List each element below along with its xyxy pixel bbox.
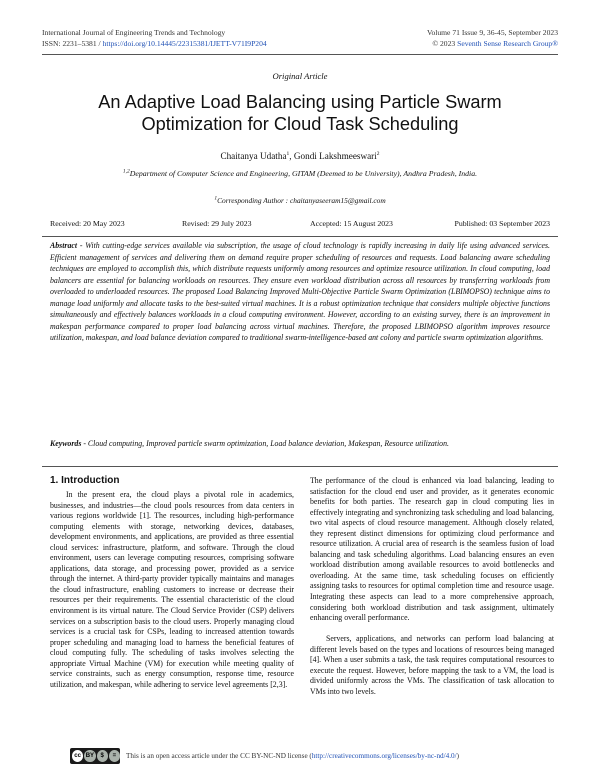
date-revised: Revised: 29 July 2023 <box>182 219 252 228</box>
section-heading-introduction: 1. Introduction <box>50 475 120 486</box>
publisher-link[interactable]: Seventh Sense Research Group® <box>457 38 558 48</box>
date-published: Published: 03 September 2023 <box>454 219 550 228</box>
author-2: Gondi Lakshmeeswari <box>293 151 377 161</box>
author-separator: , <box>289 151 294 161</box>
right-column <box>310 476 554 708</box>
abstract-divider <box>42 236 558 237</box>
intro-paragraph-2: The performance of the cloud is enhanced via load balancing, leading to satisfaction for the cloud end user and provider, as it generates economic benefits for both parties. The research gap in cloud computing lies in effectively integrating and synchronizing task scheduling and load balancing, two vital aspects of cloud resource management. Although closely related, they represent distinct dimensions for optimizing cloud performance and resource utilization. A crucial area of research is the seamless fusion of load balancing and task scheduling algorithms. Load balancing ensures an even workload distribution among available resources to avoid bottlenecks and overloading. At the same time, task scheduling focuses on efficiently assigning tasks to resources for optimal completion time and resource usage. Integrating these aspects can lead to a more comprehensive approach, considering both workload distribution and task assignment, ultimately enhancing overall performance. <box>310 476 554 623</box>
article-type: Original Article <box>272 71 328 81</box>
license-text <box>126 752 459 760</box>
left-column <box>50 490 294 690</box>
cc-license-badge[interactable] <box>70 748 120 764</box>
paper-title <box>60 91 540 135</box>
author-2-sup: 2 <box>376 150 380 157</box>
license-close: ) <box>456 752 460 760</box>
license-statement: This is an open access article under the CC BY-NC-ND license ( <box>126 752 312 760</box>
license-link[interactable]: http://creativecommons.org/licenses/by-nc-nd/4.0/ <box>311 752 457 760</box>
author-1: Chaitanya Udatha <box>220 151 287 161</box>
issn: ISSN: 2231–5381 / <box>42 38 101 48</box>
journal-name: International Journal of Engineering Trends and Technology <box>42 28 226 37</box>
keywords-divider <box>42 466 558 467</box>
nc-icon: $ <box>97 750 108 762</box>
header-divider <box>42 54 558 55</box>
by-icon: BY <box>84 750 95 762</box>
keywords <box>50 438 550 450</box>
header-right <box>427 28 558 49</box>
affiliation-text: Department of Computer Science and Engineering, GITAM (Deemed to be University), Andhra Pradesh, India. <box>129 169 478 178</box>
author-list <box>0 151 600 161</box>
date-received: Received: 20 May 2023 <box>50 219 125 228</box>
corresponding-text: Corresponding Author : chaitanyaseeram15@gmail.com <box>217 196 386 205</box>
nd-icon: = <box>109 750 120 762</box>
abstract <box>50 240 550 344</box>
affiliation-sup: 1,2 <box>122 168 130 175</box>
corresponding-author <box>0 196 600 205</box>
title-line-2: Optimization for Cloud Task Scheduling <box>141 114 459 134</box>
keywords-label: Keywords <box>50 439 82 448</box>
license-footer <box>70 748 550 764</box>
author-1-sup: 1 <box>286 150 290 157</box>
copyright-prefix: © 2023 <box>432 38 456 48</box>
header-left <box>42 28 267 49</box>
abstract-text: - With cutting-edge services available via subscription, the usage of cloud technology is rapidly increasing in daily life using advanced services. Efficient management of services and delivering them on demand require proper scheduling of resources and requests. Load balancing aware scheduling techniques are employed to accomplish this, which distribute requests uniformly among resources and optimize resource utilization. In cloud computing, load balancers are essential for balancing workloads on resources. They ensure even workload distribution across all resources by transferring workloads from overloaded to underloaded resources. The proposed Load Balancing Improved Multi-Objective Particle Swarm Optimization (LBIMOPSO) technique aims to manage load uniformly and allocate tasks to the best-suited virtual machines. It is a robust optimization technique that considers multiple objective functions simultaneously and effectively balances workloads in a cloud computing environment. However, according to an existing survey, there is an improvement in makespan performance compared to proper load balancing across virtual machines. Therefore, the proposed LBIMOPSO algorithm improves resource utilization, makespan, and load balance deviation compared to traditional swarm-intelligence-based ant colony and particle swarm optimization algorithms. <box>50 241 550 342</box>
copyright-line <box>427 39 558 50</box>
intro-paragraph-1: In the present era, the cloud plays a pivotal role in academics, businesses, and industries—the cloud pools resources from data centers in various regions worldwide [1]. The resources, including high-performance computing elements with storage, networking devices, databases, development environments, and applications, are provided as three essential cloud services: infrastructure, platform, and software. Through the cloud environment, users can leverage computing resources, comprising software applications, data storage, and processing power, provided as a service through the internet. A third-party provider typically maintains and manages the cloud infrastructure, enabling customers to increase or decrease their resources per their requirements. The essential characteristic of the cloud environment is its virtual nature. The Cloud Service Provider (CSP) delivers services on a subscription basis to the cloud users. Properly managing cloud services is a crucial task for CSPs, leading to increased attention towards proper scheduling and managing load to harness the beneficial features of cloud computing fully. The scheduling of tasks involves selecting the appropriate Virtual Machine (VM) for execution while meeting quality of service constraints, such as energy consumption, response time, resource utilization, and makespan, while adhering to service level agreements [2,3]. <box>50 490 294 689</box>
keywords-text: - Cloud computing, Improved particle swarm optimization, Load balance deviation, Makespan, Resource utilization. <box>81 439 449 448</box>
intro-paragraph-3: Servers, applications, and networks can perform load balancing at different levels based on the types and locations of resources being managed [4]. When a user submits a task, the task requires computational resources to execute the request. However, before mapping the task to a VM, the load is divided uniformly across the VMs. The classification of task allocation to VMs into two levels. <box>310 634 554 696</box>
cc-icon: cc <box>72 750 83 762</box>
date-accepted: Accepted: 15 August 2023 <box>310 219 393 228</box>
corresponding-sup: 1 <box>214 195 218 202</box>
doi-link[interactable]: https://doi.org/10.14445/22315381/IJETT-V71I9P204 <box>102 38 267 48</box>
title-line-1: An Adaptive Load Balancing using Particle Swarm <box>98 92 502 112</box>
issn-doi-line <box>42 39 267 50</box>
volume-info: Volume 71 Issue 9, 36-45, September 2023 <box>426 28 558 37</box>
abstract-label: Abstract <box>50 241 78 250</box>
affiliation <box>0 169 600 178</box>
